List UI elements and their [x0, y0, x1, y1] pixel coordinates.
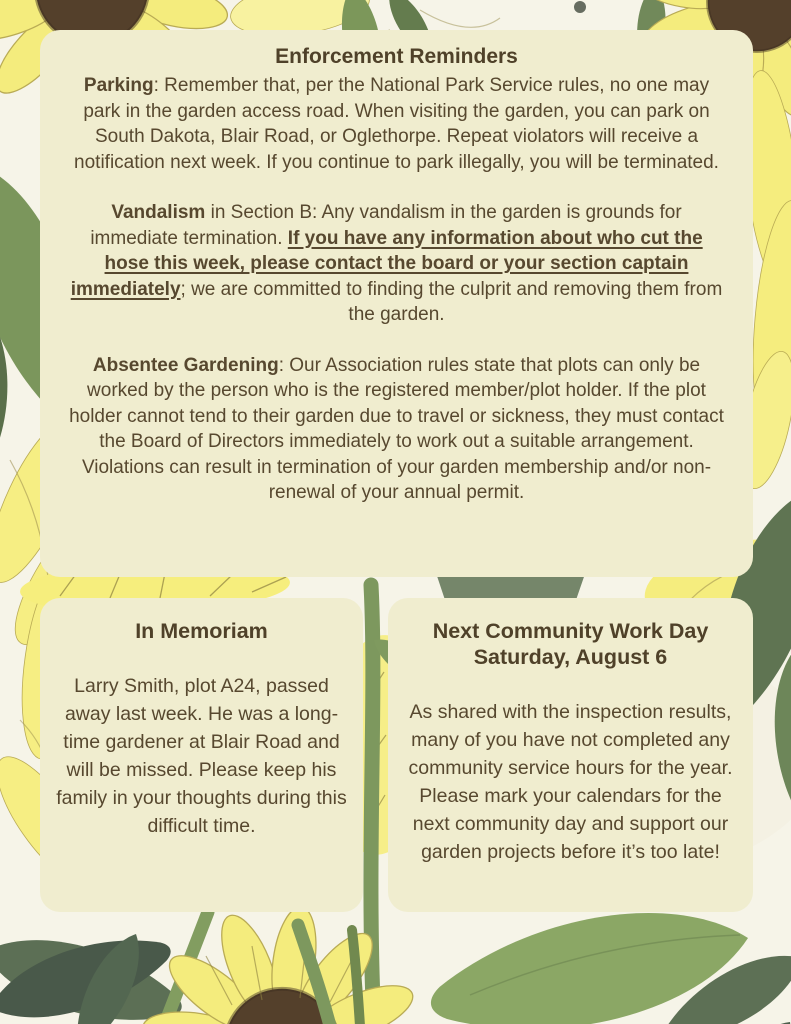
absentee-paragraph — [66, 353, 727, 506]
workday-body: As shared with the inspection results, many of you have not completed any community service hours for the year. Please mark your calendars for the next community day and support our garden projects before it’s too late! — [408, 701, 733, 863]
vandalism-paragraph — [66, 200, 727, 328]
vandalism-text-before: in Section B: Any vandalism in the garden is grounds for immediate termination. — [90, 202, 682, 249]
vandalism-highlight: If you have any information about who cut the hose this week, please contact the board or your section captain immediately — [70, 227, 703, 300]
parking-label: Parking — [83, 75, 154, 96]
enforcement-title: Enforcement Reminders — [275, 45, 518, 68]
memoriam-title: In Memoriam — [135, 619, 268, 643]
parking-text: : Remember that, per the National Park Service rules, no one may park in the garden access road. When visiting the garden, you can park on South Dakota, Blair Road, or Oglethorpe. Repeat violators will receive a notification next week. If you continue to park illegally, you will be terminated. — [74, 75, 719, 173]
workday-title-line2: Saturday, August 6 — [473, 645, 668, 669]
vandalism-text-after: ; we are committed to finding the culprit and removing them from the garden. — [180, 278, 723, 325]
absentee-text: : Our Association rules state that plots can only be worked by the person who is the registered member/plot holder. If the plot holder cannot tend to their garden due to travel or sickness, they must contact the Board of Directors immediately to work out a suitable arrangement. Violations can result in termination of your garden membership and/or non-renewal of your annual permit. — [69, 354, 724, 503]
memoriam-body: Larry Smith, plot A24, passed away last week. He was a long-time gardener at Blair Road and will be missed. Please keep his family in your thoughts during this difficult time. — [56, 675, 347, 837]
absentee-label: Absentee Gardening — [92, 354, 279, 376]
enforcement-reminders-card — [40, 30, 753, 577]
workday-title-line1: Next Community Work Day — [432, 619, 709, 643]
vandalism-label: Vandalism — [111, 202, 206, 223]
workday-card — [388, 598, 753, 912]
in-memoriam-card — [40, 598, 363, 912]
parking-paragraph — [66, 73, 727, 175]
workday-title — [404, 618, 737, 670]
